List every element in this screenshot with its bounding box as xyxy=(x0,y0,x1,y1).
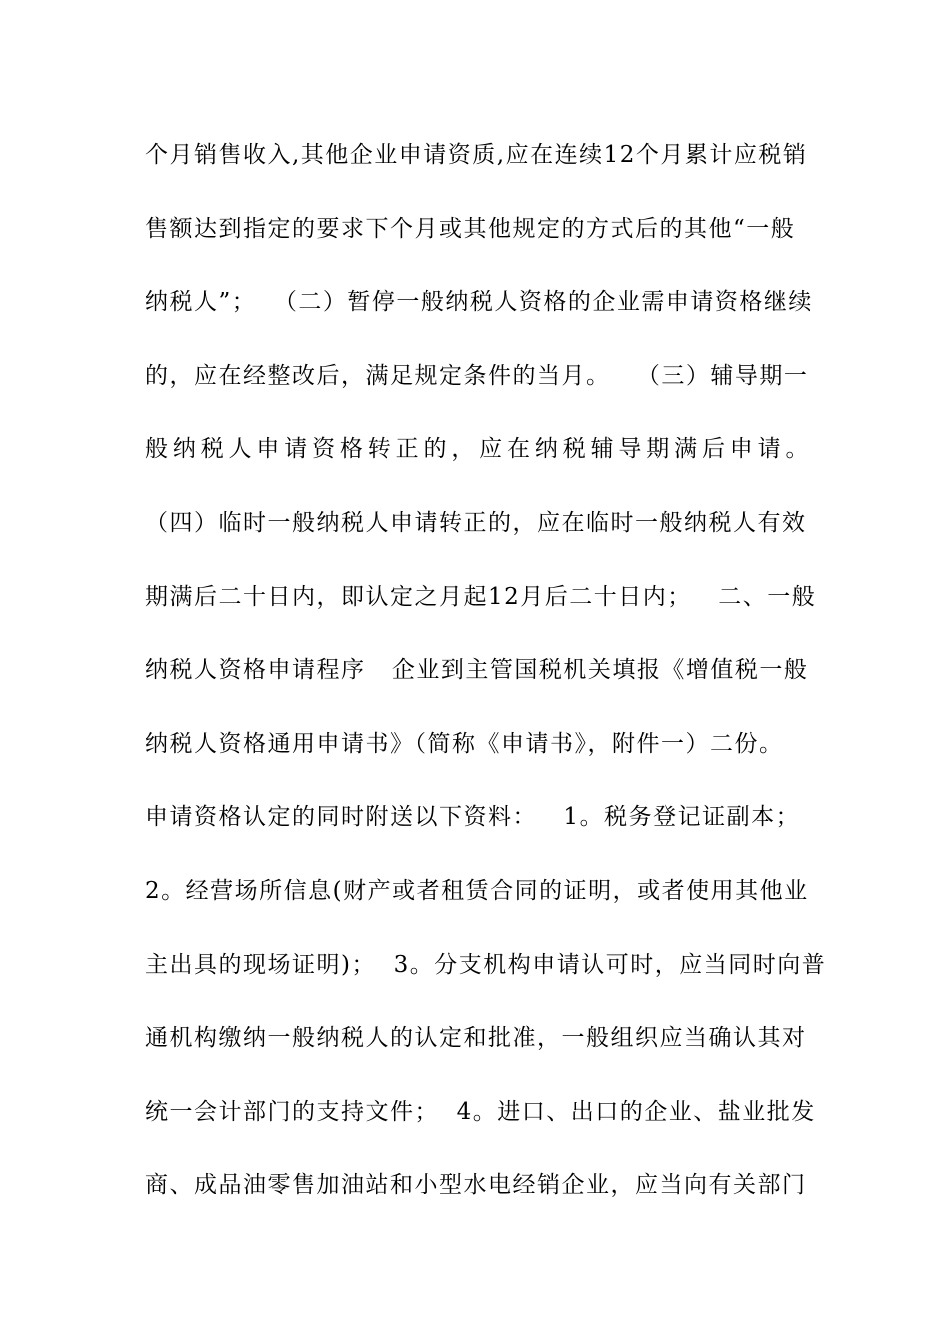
text-line: 纳税人资格申请程序 企业到主管国税机关填报《增值税一般 xyxy=(145,657,809,684)
text-line: 申请资格认定的同时附送以下资料： 1。税务登记证副本； xyxy=(145,804,801,831)
body-text xyxy=(145,125,827,1229)
text-line: 纳税人资格通用申请书》（简称《申请书》，附件一）二份。 xyxy=(145,730,784,757)
text-line: 主出具的现场证明)； 3。分支机构申请认可时，应当同时向普 xyxy=(145,951,827,978)
text-line: 售额达到指定的要求下个月或其他规定的方式后的其他“一般 xyxy=(145,215,796,242)
text-line: 2。经营场所信息(财产或者租赁合同的证明，或者使用其他业 xyxy=(145,877,809,904)
text-line: 纳税人”； （二）暂停一般纳税人资格的企业需申请资格继续 xyxy=(145,289,813,316)
text-line: 个月销售收入,其他企业申请资质,应在连续12个月累计应税销 xyxy=(145,142,808,168)
text-line: （四）临时一般纳税人申请转正的，应在临时一般纳税人有效 xyxy=(145,509,807,536)
text-line: 商、成品油零售加油站和小型水电经销企业，应当向有关部门 xyxy=(145,1172,807,1199)
text-line: 统一会计部门的支持文件； 4。进口、出口的企业、盐业批发 xyxy=(145,1098,816,1125)
text-line: 期满后二十日内，即认定之月起12月后二十日内； 二、一般 xyxy=(145,583,817,610)
text-line: 通机构缴纳一般纳税人的认定和批准，一般组织应当确认其对 xyxy=(145,1025,807,1052)
text-line: 的，应在经整改后，满足规定条件的当月。 （三）辅导期一 xyxy=(145,362,809,389)
text-line: 般纳税人申请资格转正的，应在纳税辅导期满后申请。 xyxy=(145,436,810,463)
